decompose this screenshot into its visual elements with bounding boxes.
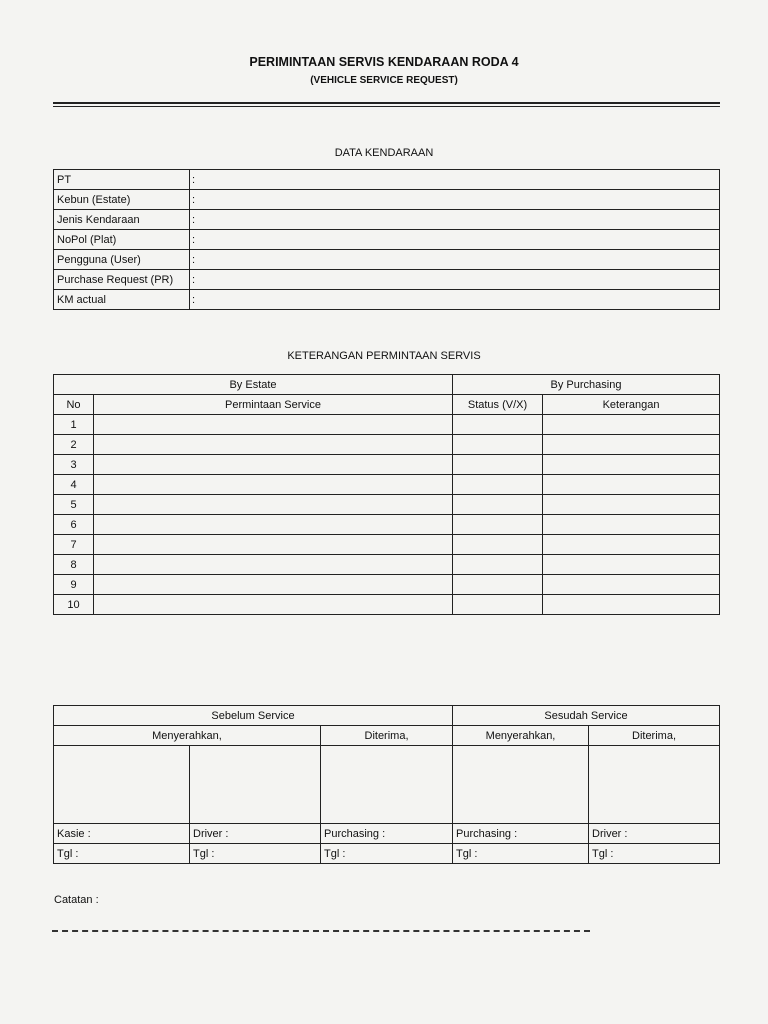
header-divider-thick bbox=[53, 102, 720, 104]
signature-table bbox=[53, 705, 720, 864]
row-number: 4 bbox=[54, 475, 94, 495]
request-cell[interactable] bbox=[94, 435, 453, 455]
signature-date-row bbox=[54, 844, 720, 864]
vehicle-field-label: Purchase Request (PR) bbox=[54, 270, 190, 290]
role-driver-before: Driver : bbox=[190, 824, 321, 844]
notes-cell[interactable] bbox=[543, 575, 720, 595]
vehicle-data-row bbox=[54, 230, 720, 250]
received-before-header: Diterima, bbox=[321, 726, 453, 746]
vehicle-data-heading: DATA KENDARAAN bbox=[334, 147, 434, 159]
vehicle-field-label: Kebun (Estate) bbox=[54, 190, 190, 210]
signature-role-row bbox=[54, 824, 720, 844]
vehicle-field-value[interactable]: : bbox=[190, 190, 720, 210]
vehicle-data-table bbox=[53, 169, 720, 310]
col-no-header: No bbox=[54, 395, 94, 415]
vehicle-data-row bbox=[54, 250, 720, 270]
status-cell[interactable] bbox=[453, 415, 543, 435]
status-cell[interactable] bbox=[453, 535, 543, 555]
service-request-row bbox=[54, 415, 720, 435]
row-number: 3 bbox=[54, 455, 94, 475]
service-request-heading: KETERANGAN PERMINTAAN SERVIS bbox=[287, 350, 481, 362]
service-request-row bbox=[54, 535, 720, 555]
status-cell[interactable] bbox=[453, 555, 543, 575]
status-cell[interactable] bbox=[453, 595, 543, 615]
vehicle-field-label: Jenis Kendaraan bbox=[54, 210, 190, 230]
date-field[interactable]: Tgl : bbox=[589, 844, 720, 864]
service-request-row bbox=[54, 575, 720, 595]
vehicle-field-label: Pengguna (User) bbox=[54, 250, 190, 270]
row-number: 1 bbox=[54, 415, 94, 435]
request-cell[interactable] bbox=[94, 535, 453, 555]
request-cell[interactable] bbox=[94, 455, 453, 475]
form-subtitle: (VEHICLE SERVICE REQUEST) bbox=[310, 75, 458, 86]
row-number: 10 bbox=[54, 595, 94, 615]
notes-label: Catatan : bbox=[54, 894, 99, 906]
date-field[interactable]: Tgl : bbox=[453, 844, 589, 864]
request-cell[interactable] bbox=[94, 595, 453, 615]
service-request-table bbox=[53, 374, 720, 615]
handover-before-header: Menyerahkan, bbox=[54, 726, 321, 746]
received-after-header: Diterima, bbox=[589, 726, 720, 746]
notes-cell[interactable] bbox=[543, 495, 720, 515]
row-number: 9 bbox=[54, 575, 94, 595]
status-cell[interactable] bbox=[453, 455, 543, 475]
row-number: 5 bbox=[54, 495, 94, 515]
signature-box-purchasing-before[interactable] bbox=[321, 746, 453, 824]
vehicle-field-value[interactable]: : bbox=[190, 250, 720, 270]
notes-cell[interactable] bbox=[543, 555, 720, 575]
notes-cell[interactable] bbox=[543, 455, 720, 475]
vehicle-data-row bbox=[54, 270, 720, 290]
row-number: 6 bbox=[54, 515, 94, 535]
vehicle-data-row bbox=[54, 210, 720, 230]
signature-box-kasie[interactable] bbox=[54, 746, 190, 824]
after-service-header: Sesudah Service bbox=[453, 706, 720, 726]
row-number: 2 bbox=[54, 435, 94, 455]
col-status-header: Status (V/X) bbox=[453, 395, 543, 415]
date-field[interactable]: Tgl : bbox=[54, 844, 190, 864]
header-divider-thin bbox=[53, 106, 720, 107]
notes-cell[interactable] bbox=[543, 595, 720, 615]
signature-phase-row bbox=[54, 706, 720, 726]
status-cell[interactable] bbox=[453, 515, 543, 535]
signature-box-driver-before[interactable] bbox=[190, 746, 321, 824]
notes-cell[interactable] bbox=[543, 435, 720, 455]
signature-box-purchasing-after[interactable] bbox=[453, 746, 589, 824]
vehicle-field-value[interactable]: : bbox=[190, 170, 720, 190]
row-number: 8 bbox=[54, 555, 94, 575]
vehicle-field-value[interactable]: : bbox=[190, 230, 720, 250]
notes-cell[interactable] bbox=[543, 515, 720, 535]
col-request-header: Permintaan Service bbox=[94, 395, 453, 415]
service-request-row bbox=[54, 515, 720, 535]
request-cell[interactable] bbox=[94, 475, 453, 495]
role-purchasing-before: Purchasing : bbox=[321, 824, 453, 844]
request-cell[interactable] bbox=[94, 555, 453, 575]
vehicle-field-value[interactable]: : bbox=[190, 290, 720, 310]
signature-box-driver-after[interactable] bbox=[589, 746, 720, 824]
service-request-row bbox=[54, 595, 720, 615]
service-group-header-row bbox=[54, 375, 720, 395]
before-service-header: Sebelum Service bbox=[54, 706, 453, 726]
status-cell[interactable] bbox=[453, 435, 543, 455]
group-by-purchasing: By Purchasing bbox=[453, 375, 720, 395]
service-request-row bbox=[54, 455, 720, 475]
request-cell[interactable] bbox=[94, 575, 453, 595]
form-title: PERIMINTAAN SERVIS KENDARAAN RODA 4 bbox=[249, 55, 519, 69]
notes-line[interactable] bbox=[52, 930, 590, 932]
role-driver-after: Driver : bbox=[589, 824, 720, 844]
request-cell[interactable] bbox=[94, 415, 453, 435]
service-request-row bbox=[54, 495, 720, 515]
group-by-estate: By Estate bbox=[54, 375, 453, 395]
vehicle-field-label: PT bbox=[54, 170, 190, 190]
service-column-header-row bbox=[54, 395, 720, 415]
signature-space-row bbox=[54, 746, 720, 824]
row-number: 7 bbox=[54, 535, 94, 555]
service-request-row bbox=[54, 435, 720, 455]
vehicle-field-label: NoPol (Plat) bbox=[54, 230, 190, 250]
signature-action-row bbox=[54, 726, 720, 746]
vehicle-field-value[interactable]: : bbox=[190, 270, 720, 290]
date-field[interactable]: Tgl : bbox=[321, 844, 453, 864]
service-request-row bbox=[54, 475, 720, 495]
notes-cell[interactable] bbox=[543, 535, 720, 555]
col-notes-header: Keterangan bbox=[543, 395, 720, 415]
service-request-row bbox=[54, 555, 720, 575]
request-cell[interactable] bbox=[94, 495, 453, 515]
vehicle-data-row bbox=[54, 170, 720, 190]
vehicle-data-row bbox=[54, 290, 720, 310]
notes-cell[interactable] bbox=[543, 475, 720, 495]
notes-cell[interactable] bbox=[543, 415, 720, 435]
vehicle-field-label: KM actual bbox=[54, 290, 190, 310]
handover-after-header: Menyerahkan, bbox=[453, 726, 589, 746]
vehicle-data-row bbox=[54, 190, 720, 210]
request-cell[interactable] bbox=[94, 515, 453, 535]
status-cell[interactable] bbox=[453, 475, 543, 495]
role-purchasing-after: Purchasing : bbox=[453, 824, 589, 844]
vehicle-field-value[interactable]: : bbox=[190, 210, 720, 230]
status-cell[interactable] bbox=[453, 495, 543, 515]
role-kasie: Kasie : bbox=[54, 824, 190, 844]
status-cell[interactable] bbox=[453, 575, 543, 595]
date-field[interactable]: Tgl : bbox=[190, 844, 321, 864]
